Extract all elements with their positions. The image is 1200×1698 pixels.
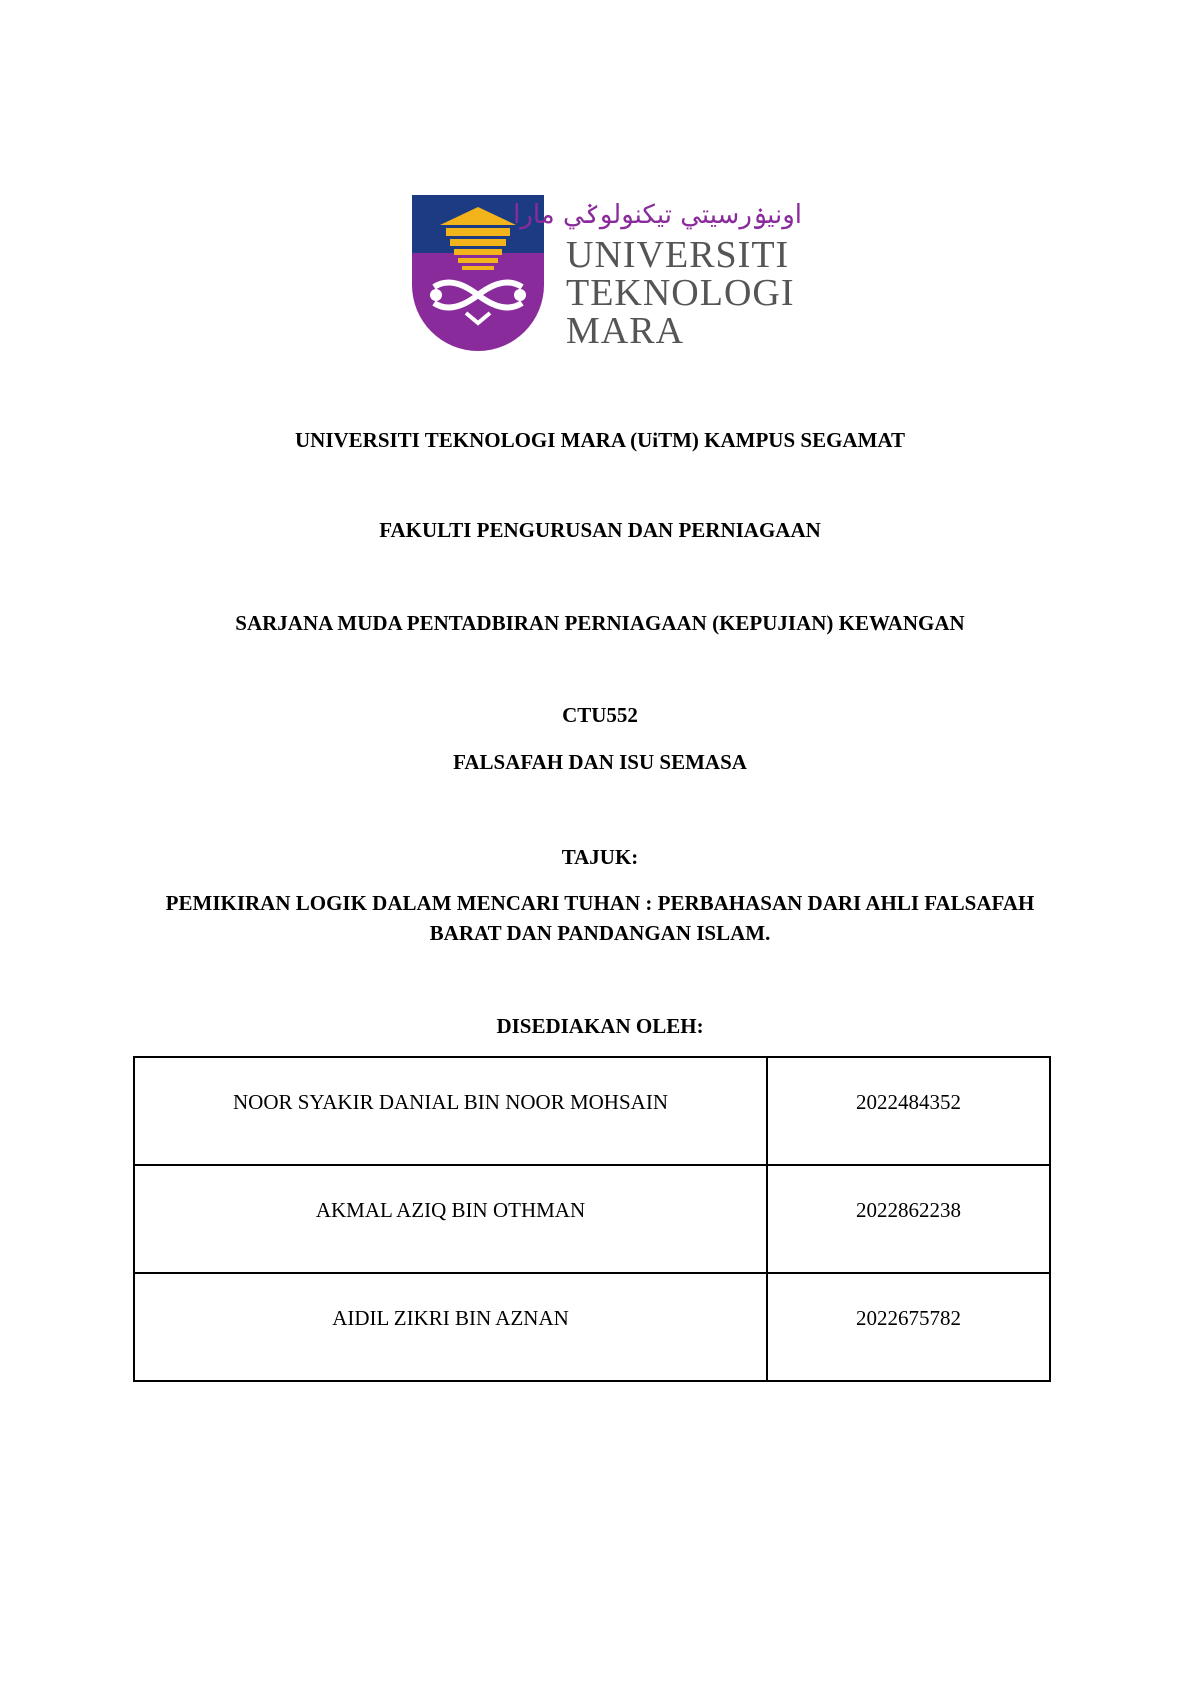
logo-line-universiti: UNIVERSITI	[566, 234, 790, 276]
faculty-heading: FAKULTI PENGURUSAN DAN PERNIAGAAN	[379, 518, 821, 542]
member-name: AIDIL ZIKRI BIN AZNAN	[134, 1273, 767, 1381]
title-label: TAJUK:	[561, 845, 639, 869]
logo-line-teknologi: TEKNOLOGI	[566, 272, 795, 314]
member-name: NOOR SYAKIR DANIAL BIN NOOR MOHSAIN	[134, 1057, 767, 1165]
course-name: FALSAFAH DAN ISU SEMASA	[453, 750, 747, 774]
member-name: AKMAL AZIQ BIN OTHMAN	[134, 1165, 767, 1273]
table-row	[134, 1273, 1050, 1381]
uitm-logo	[412, 195, 807, 355]
university-heading: UNIVERSITI TEKNOLOGI MARA (UiTM) KAMPUS SEGAMAT	[294, 428, 906, 452]
prepared-by-label: DISEDIAKAN OLEH:	[496, 1014, 704, 1038]
member-id: 2022484352	[767, 1057, 1050, 1165]
table-row	[134, 1165, 1050, 1273]
assignment-title: PEMIKIRAN LOGIK DALAM MENCARI TUHAN : PERBAHASAN DARI AHLI FALSAFAH BARAT DAN PANDANGAN ISLAM.	[165, 891, 1035, 945]
logo-line-mara: MARA	[566, 310, 685, 352]
members-table	[133, 1056, 1051, 1382]
member-id: 2022862238	[767, 1165, 1050, 1273]
course-code: CTU552	[562, 703, 638, 727]
member-id: 2022675782	[767, 1273, 1050, 1381]
table-row	[134, 1057, 1050, 1165]
programme-heading: SARJANA MUDA PENTADBIRAN PERNIAGAAN (KEPUJIAN) KEWANGAN	[235, 611, 965, 635]
logo-jawi-text: اونيۏرسيتي تيكنولوݢي مارا	[513, 200, 802, 230]
